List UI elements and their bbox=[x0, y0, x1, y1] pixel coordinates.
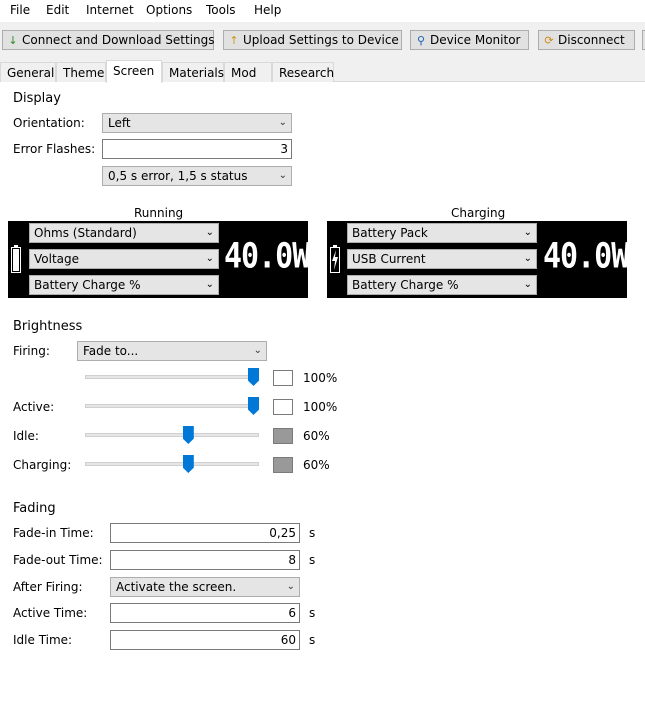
chevron-down-icon: ⌄ bbox=[205, 253, 214, 264]
chevron-down-icon: ⌄ bbox=[278, 117, 287, 128]
tab-bar bbox=[0, 60, 645, 82]
upload-arrow-icon: ↑ bbox=[229, 34, 239, 47]
running-title: Running bbox=[134, 206, 184, 220]
chevron-down-icon: ⌄ bbox=[205, 227, 214, 238]
menu-edit[interactable]: Edit bbox=[46, 3, 70, 17]
disconnect-button[interactable]: ⟳ Disconnect bbox=[538, 30, 635, 50]
active-label: Active: bbox=[13, 400, 55, 414]
charging-brightness-label: Charging: bbox=[13, 458, 72, 472]
error-flashes-label: Error Flashes: bbox=[13, 142, 96, 156]
brightness-title: Brightness bbox=[13, 319, 83, 334]
connect-button[interactable]: ↓ Connect and Download Settings bbox=[2, 30, 214, 50]
chevron-down-icon: ⌄ bbox=[286, 581, 295, 592]
active-percent: 100% bbox=[303, 400, 338, 414]
tab-theme[interactable]: Theme bbox=[56, 62, 106, 82]
active-time-label: Active Time: bbox=[13, 606, 88, 620]
fade-out-label: Fade-out Time: bbox=[13, 553, 103, 567]
idle-color-swatch bbox=[273, 428, 293, 444]
fade-out-unit: s bbox=[309, 553, 316, 567]
firing-mode-select[interactable]: Fade to... ⌄ bbox=[77, 341, 267, 361]
chevron-down-icon: ⌄ bbox=[523, 279, 532, 290]
idle-brightness-track[interactable] bbox=[85, 433, 259, 437]
menu-tools[interactable]: Tools bbox=[206, 3, 236, 17]
charging-power-readout: 40.0W bbox=[543, 236, 629, 277]
fading-title: Fading bbox=[13, 501, 56, 516]
menu-options[interactable]: Options bbox=[146, 3, 193, 17]
flash-timing-select[interactable]: 0,5 s error, 1,5 s status ⌄ bbox=[102, 166, 292, 186]
running-line1-select[interactable]: Ohms (Standard) ⌄ bbox=[29, 223, 219, 243]
display-title: Display bbox=[13, 91, 61, 106]
active-time-unit: s bbox=[309, 606, 316, 620]
toolbar bbox=[0, 22, 645, 60]
upload-button[interactable]: ↑ Upload Settings to Device bbox=[223, 30, 402, 50]
chevron-down-icon: ⌄ bbox=[205, 279, 214, 290]
after-firing-label: After Firing: bbox=[13, 580, 83, 594]
tab-general[interactable]: General bbox=[0, 62, 56, 82]
menu-bar bbox=[0, 0, 645, 22]
idle-time-label: Idle Time: bbox=[13, 633, 73, 647]
fade-in-input[interactable]: 0,25 bbox=[110, 523, 300, 543]
charging-title: Charging bbox=[451, 206, 506, 220]
after-firing-select[interactable]: Activate the screen. ⌄ bbox=[110, 577, 300, 597]
idle-time-input[interactable]: 60 bbox=[110, 630, 300, 650]
tab-materials[interactable]: Materials bbox=[162, 62, 224, 82]
idle-time-unit: s bbox=[309, 633, 316, 647]
charging-screen-preview bbox=[327, 221, 627, 298]
download-arrow-icon: ↓ bbox=[8, 34, 18, 47]
menu-help[interactable]: Help bbox=[254, 3, 282, 17]
fade-in-label: Fade-in Time: bbox=[13, 526, 94, 540]
running-screen-preview bbox=[8, 221, 308, 298]
firing-brightness-track[interactable] bbox=[85, 375, 259, 379]
firing-color-swatch bbox=[273, 370, 293, 386]
menu-internet[interactable]: Internet bbox=[86, 3, 134, 17]
tab-mod[interactable]: Mod bbox=[224, 62, 272, 82]
fade-in-unit: s bbox=[309, 526, 316, 540]
firing-label: Firing: bbox=[13, 344, 50, 358]
idle-brightness-thumb[interactable] bbox=[183, 426, 194, 444]
battery-icon bbox=[11, 245, 21, 273]
active-brightness-thumb[interactable] bbox=[248, 397, 259, 415]
charging-line1-select[interactable]: Battery Pack ⌄ bbox=[347, 223, 537, 243]
idle-label: Idle: bbox=[13, 429, 39, 443]
error-flashes-input[interactable]: 3 bbox=[102, 139, 292, 159]
battery-charging-icon bbox=[330, 245, 340, 273]
chevron-down-icon: ⌄ bbox=[253, 345, 262, 356]
charging-color-swatch bbox=[273, 457, 293, 473]
magnifier-icon: ⚲ bbox=[416, 34, 426, 47]
chevron-down-icon: ⌄ bbox=[523, 253, 532, 264]
active-brightness-track[interactable] bbox=[85, 404, 259, 408]
active-color-swatch bbox=[273, 399, 293, 415]
refresh-icon: ⟳ bbox=[544, 34, 554, 47]
idle-percent: 60% bbox=[303, 429, 330, 443]
running-power-readout: 40.0W bbox=[224, 236, 310, 277]
tab-screen[interactable]: Screen bbox=[106, 60, 162, 83]
firing-brightness-thumb[interactable] bbox=[248, 368, 259, 386]
menu-file[interactable]: File bbox=[10, 3, 31, 17]
device-monitor-button[interactable]: ⚲ Device Monitor bbox=[410, 30, 529, 50]
firing-percent: 100% bbox=[303, 371, 338, 385]
orientation-select[interactable]: Left ⌄ bbox=[102, 113, 292, 133]
fade-out-input[interactable]: 8 bbox=[110, 550, 300, 570]
charging-brightness-thumb[interactable] bbox=[183, 455, 194, 473]
tab-research[interactable]: Research bbox=[272, 62, 334, 82]
active-time-input[interactable]: 6 bbox=[110, 603, 300, 623]
orientation-label: Orientation: bbox=[13, 116, 85, 130]
charging-line3-select[interactable]: Battery Charge % ⌄ bbox=[347, 275, 537, 295]
running-line3-select[interactable]: Battery Charge % ⌄ bbox=[29, 275, 219, 295]
running-line2-select[interactable]: Voltage ⌄ bbox=[29, 249, 219, 269]
charging-brightness-track[interactable] bbox=[85, 462, 259, 466]
chevron-down-icon: ⌄ bbox=[523, 227, 532, 238]
chevron-down-icon: ⌄ bbox=[278, 170, 287, 181]
charging-percent: 60% bbox=[303, 458, 330, 472]
charging-line2-select[interactable]: USB Current ⌄ bbox=[347, 249, 537, 269]
